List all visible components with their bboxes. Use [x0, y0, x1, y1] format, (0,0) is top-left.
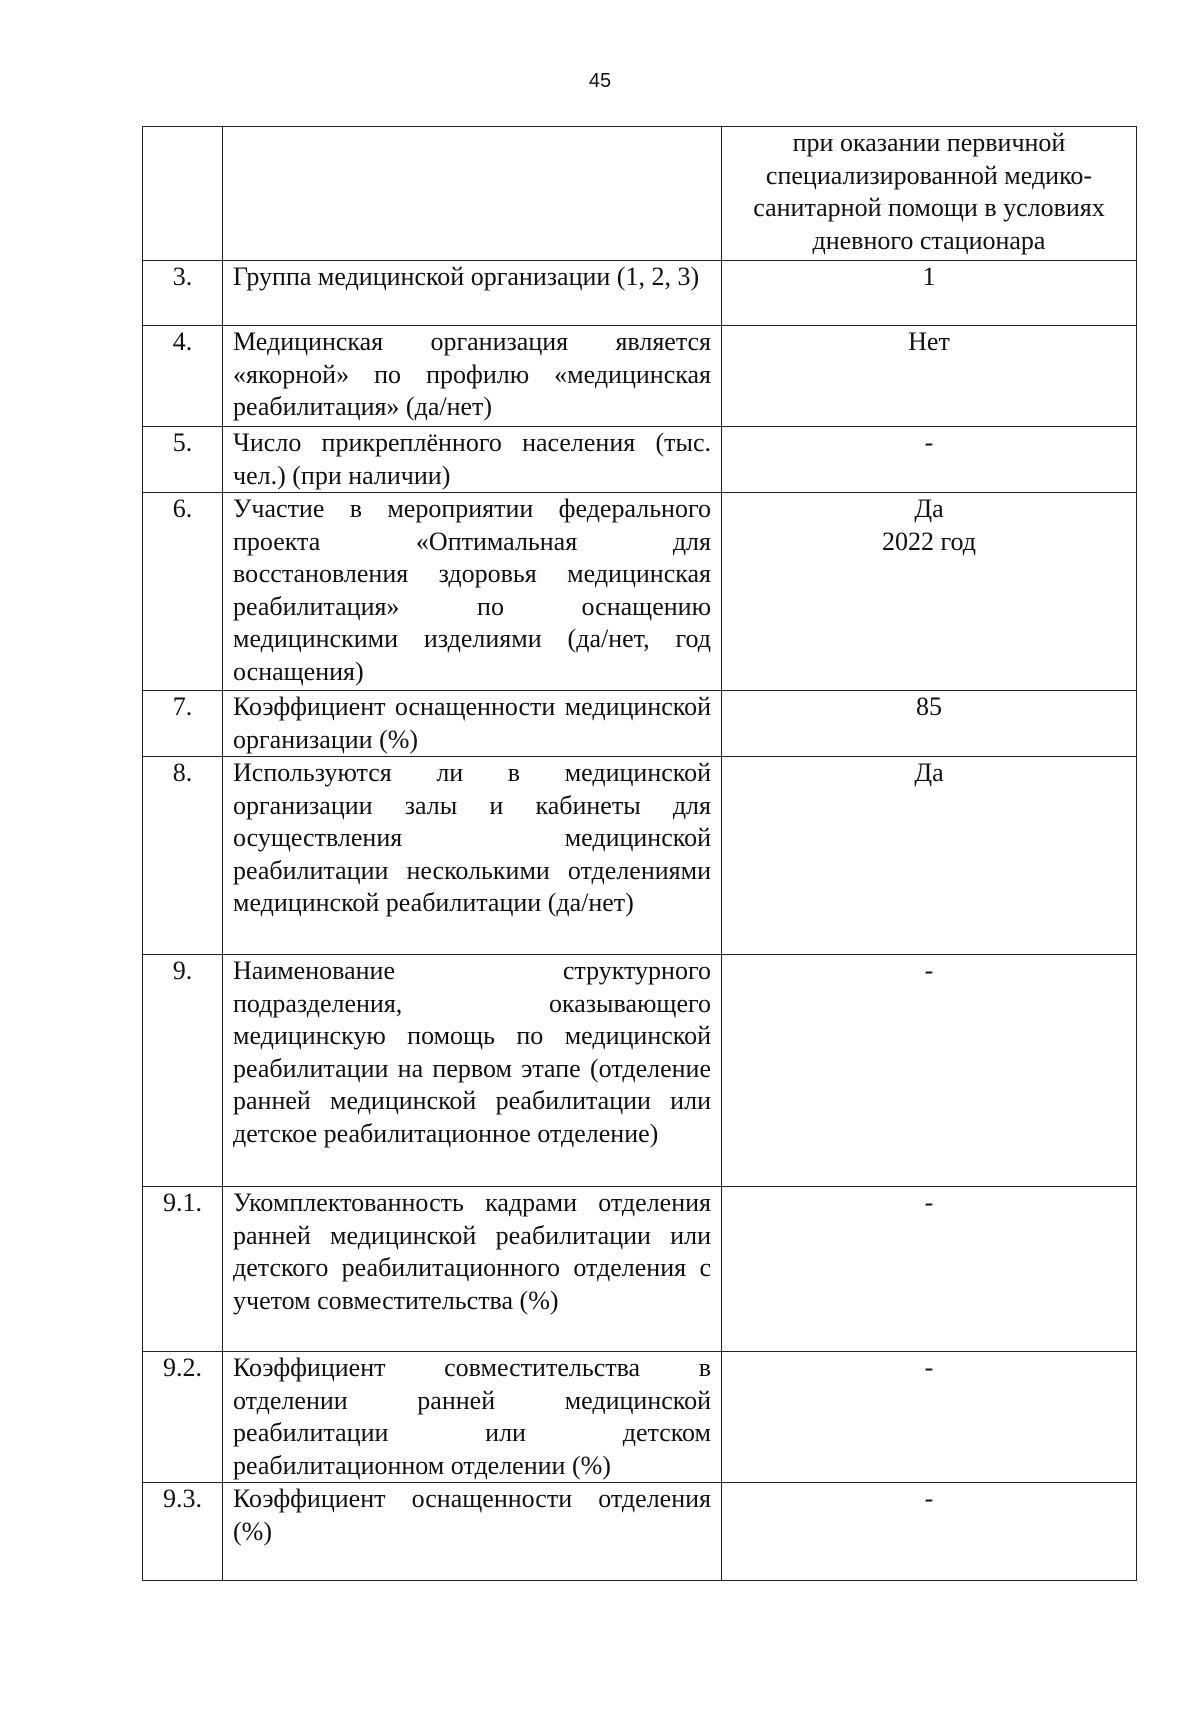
row-value-line: 85: [916, 692, 942, 721]
row-value-line: 2022 год: [882, 526, 976, 556]
table-row: [143, 261, 1137, 326]
table-row: [143, 1352, 1137, 1483]
table-row: [143, 1483, 1137, 1581]
row-description: Медицинская организация является «якорной» по профилю «медицинская реабилитация» (да/нет): [223, 326, 722, 427]
parameters-table: [142, 126, 1137, 1581]
table-row: [143, 955, 1137, 1187]
header-description-cell: [223, 127, 722, 261]
row-number: 6.: [143, 493, 223, 691]
row-value-line: Да: [914, 494, 944, 523]
row-number: 9.3.: [143, 1483, 223, 1581]
row-value-line: Нет: [908, 327, 950, 356]
table-row: [143, 757, 1137, 955]
row-value-line: 1: [922, 262, 936, 291]
row-value: [722, 1352, 1137, 1483]
table-row: [143, 493, 1137, 691]
row-description: Используются ли в медицинской организации залы и кабинеты для осуществления медицинской реабилитации несколькими отделениями медицинской реабилитации (да/нет): [223, 757, 722, 955]
row-description: Число прикреплённого населения (тыс. чел.) (при наличии): [223, 427, 722, 493]
page-number: 45: [588, 70, 612, 92]
row-number: 9.1.: [143, 1187, 223, 1352]
table-body: [143, 127, 1137, 1581]
table-header-row: [143, 127, 1137, 261]
row-value-line: -: [924, 1353, 934, 1382]
row-number: 4.: [143, 326, 223, 427]
row-description: Коэффициент оснащенности медицинской организации (%): [223, 691, 722, 757]
row-value-line: -: [924, 1484, 934, 1513]
row-value: [722, 261, 1137, 326]
row-value: [722, 326, 1137, 427]
row-value-line: -: [924, 956, 934, 985]
row-description: Участие в мероприятии федерального проекта «Оптимальная для восстановления здоровья медицинская реабилитация» по оснащению медицинскими изделиями (да/нет, год оснащения): [223, 493, 722, 691]
row-number: 7.: [143, 691, 223, 757]
row-description: Наименование структурного подразделения, оказывающего медицинскую помощь по медицинской реабилитации на первом этапе (отделение ранней медицинской реабилитации или детское реабилитационное отделение): [223, 955, 722, 1187]
row-value: [722, 955, 1137, 1187]
table-row: [143, 427, 1137, 493]
row-value: [722, 691, 1137, 757]
row-value-line: Да: [914, 758, 944, 787]
header-number-cell: [143, 127, 223, 261]
table-row: [143, 1187, 1137, 1352]
row-value-line: -: [924, 428, 934, 457]
row-value: [722, 1187, 1137, 1352]
row-description: Укомплектованность кадрами отделения ранней медицинской реабилитации или детского реабилитационного отделения с учетом совместительства (%): [223, 1187, 722, 1352]
row-value: [722, 493, 1137, 691]
row-description: Коэффициент оснащенности отделения (%): [223, 1483, 722, 1581]
row-value: [722, 427, 1137, 493]
row-number: 3.: [143, 261, 223, 326]
header-value-cell: при оказании первичной специализированной медико-санитарной помощи в условиях дневного стационара: [722, 127, 1137, 261]
row-description: Коэффициент совместительства в отделении ранней медицинской реабилитации или детском реабилитационном отделении (%): [223, 1352, 722, 1483]
row-value: [722, 1483, 1137, 1581]
row-description: Группа медицинской организации (1, 2, 3): [223, 261, 722, 326]
row-number: 8.: [143, 757, 223, 955]
table-row: [143, 691, 1137, 757]
row-number: 5.: [143, 427, 223, 493]
table-row: [143, 326, 1137, 427]
row-value: [722, 757, 1137, 955]
row-value-line: -: [924, 1188, 934, 1217]
row-number: 9.2.: [143, 1352, 223, 1483]
row-number: 9.: [143, 955, 223, 1187]
